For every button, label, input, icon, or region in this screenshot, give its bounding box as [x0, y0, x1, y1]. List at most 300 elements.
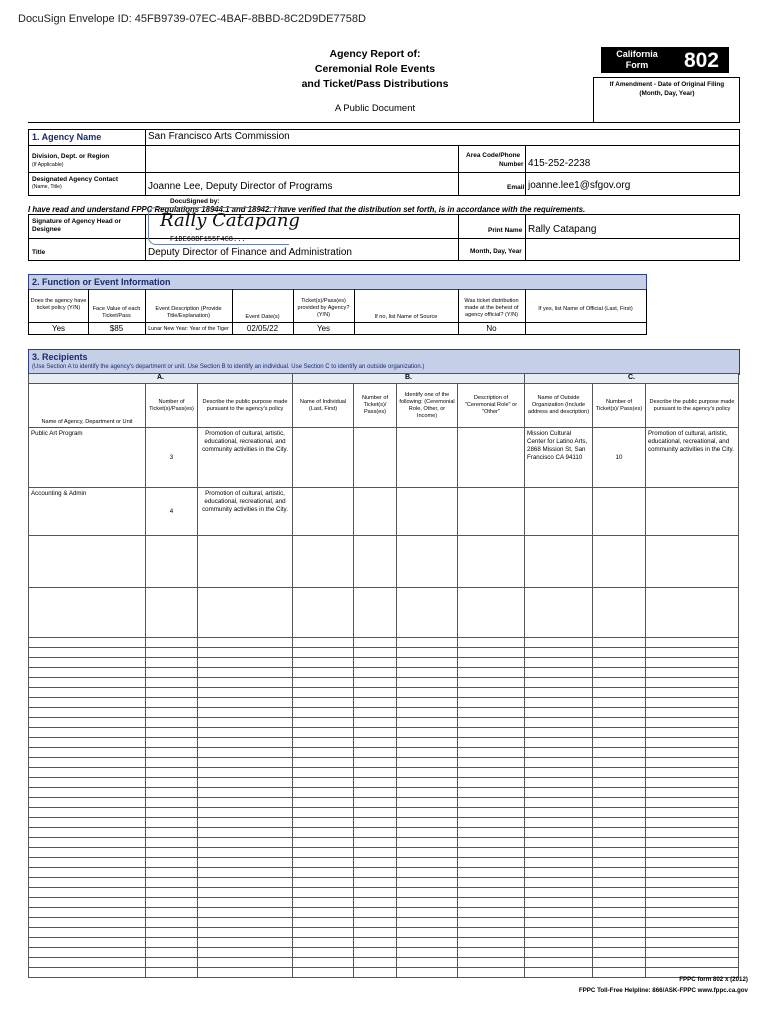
empty-cell — [354, 698, 397, 708]
empty-cell — [146, 968, 198, 978]
empty-cell — [397, 778, 458, 788]
empty-cell — [593, 678, 646, 688]
empty-cell — [646, 768, 739, 778]
empty-cell — [397, 798, 458, 808]
empty-cell — [146, 868, 198, 878]
cell-org-name — [525, 588, 593, 638]
empty-cell — [525, 968, 593, 978]
signature-image: Rally Catapang — [160, 210, 300, 231]
empty-cell — [646, 668, 739, 678]
empty-cell — [146, 688, 198, 698]
empty-cell — [293, 678, 354, 688]
cell-purpose-c — [646, 588, 739, 638]
empty-cell — [525, 698, 593, 708]
cell-count-a — [146, 536, 198, 588]
empty-cell — [354, 688, 397, 698]
empty-cell — [593, 868, 646, 878]
empty-cell — [646, 918, 739, 928]
cell-purpose-c: Promotion of cultural, artistic, educational, recreational, and community activities in the City. — [646, 428, 739, 488]
empty-cell — [646, 698, 739, 708]
empty-cell — [198, 808, 293, 818]
empty-cell — [198, 848, 293, 858]
empty-cell — [646, 858, 739, 868]
empty-cell — [525, 928, 593, 938]
col-ticket-policy: Does the agency have ticket policy (Y/N) — [30, 298, 87, 311]
empty-cell — [593, 798, 646, 808]
print-name-label: Print Name — [488, 227, 523, 234]
empty-cell — [397, 808, 458, 818]
empty-cell — [354, 778, 397, 788]
empty-cell — [29, 868, 146, 878]
empty-cell — [146, 778, 198, 788]
empty-cell — [198, 728, 293, 738]
verification-statement: I have read and understand FPPC Regulations 18944.1 and 18942. I have verified that the distribution set forth, is in accordance with the requirements. — [28, 205, 586, 214]
empty-cell — [458, 678, 525, 688]
empty-cell — [525, 798, 593, 808]
empty-cell — [354, 718, 397, 728]
report-title-line3: and Ticket/Pass Distributions — [301, 78, 449, 90]
empty-cell — [458, 858, 525, 868]
empty-cell — [646, 728, 739, 738]
empty-cell — [29, 898, 146, 908]
empty-cell — [29, 808, 146, 818]
row-provided: Yes — [316, 324, 331, 333]
empty-cell — [198, 708, 293, 718]
empty-cell — [293, 698, 354, 708]
empty-row — [29, 728, 739, 738]
empty-cell — [646, 738, 739, 748]
empty-cell — [525, 938, 593, 948]
empty-cell — [198, 928, 293, 938]
empty-cell — [29, 968, 146, 978]
section2-header — [28, 274, 647, 290]
empty-cell — [593, 948, 646, 958]
empty-cell — [525, 958, 593, 968]
empty-cell — [293, 918, 354, 928]
empty-cell — [293, 868, 354, 878]
empty-cell — [293, 818, 354, 828]
col-behest: Was ticket distribution made at the behest of agency official? (Y/N) — [464, 298, 519, 318]
empty-cell — [525, 818, 593, 828]
empty-cell — [458, 688, 525, 698]
empty-cell — [458, 938, 525, 948]
empty-cell — [646, 828, 739, 838]
empty-cell — [29, 938, 146, 948]
empty-cell — [29, 648, 146, 658]
empty-cell — [458, 908, 525, 918]
contact-value: Joanne Lee, Deputy Director of Programs — [148, 181, 333, 192]
empty-cell — [593, 908, 646, 918]
empty-cell — [458, 668, 525, 678]
empty-cell — [397, 828, 458, 838]
empty-cell — [525, 708, 593, 718]
empty-cell — [593, 778, 646, 788]
empty-cell — [593, 698, 646, 708]
empty-cell — [29, 638, 146, 648]
empty-cell — [293, 848, 354, 858]
empty-row — [29, 738, 739, 748]
cell-org-name: Mission Cultural Center for Latino Arts, 2868 Mission St, San Francisco CA 94110 — [525, 428, 593, 488]
cell-individual-name — [293, 488, 354, 536]
empty-cell — [397, 878, 458, 888]
empty-cell — [593, 638, 646, 648]
cell-unit-name — [29, 588, 146, 638]
empty-row — [29, 838, 739, 848]
empty-cell — [198, 778, 293, 788]
cell-count-b — [354, 536, 397, 588]
agency-name-value: San Francisco Arts Commission — [148, 131, 290, 142]
empty-cell — [198, 968, 293, 978]
empty-cell — [525, 878, 593, 888]
section3-instructions: (Use Section A to identify the agency's department or unit. Use Section B to identify an individual. Use Section C to identify an outside organization.) — [32, 364, 425, 370]
empty-cell — [354, 928, 397, 938]
empty-cell — [293, 828, 354, 838]
section3-header — [28, 349, 740, 375]
col-source-name: If no, list Name of Source — [374, 314, 438, 320]
empty-cell — [146, 828, 198, 838]
empty-cell — [593, 818, 646, 828]
form-number: 802 — [683, 49, 719, 72]
cell-count-c — [593, 536, 646, 588]
empty-cell — [29, 718, 146, 728]
empty-cell — [397, 918, 458, 928]
empty-cell — [397, 958, 458, 968]
cell-count-c: 10 — [593, 428, 646, 488]
empty-cell — [198, 748, 293, 758]
empty-cell — [397, 688, 458, 698]
empty-cell — [458, 888, 525, 898]
empty-cell — [29, 888, 146, 898]
empty-cell — [458, 868, 525, 878]
empty-cell — [458, 838, 525, 848]
empty-cell — [525, 778, 593, 788]
row-face-value: $85 — [109, 324, 124, 333]
cell-role-type — [397, 428, 458, 488]
empty-cell — [198, 648, 293, 658]
empty-cell — [593, 858, 646, 868]
amendment-sub: (Month, Day, Year) — [639, 90, 695, 97]
empty-cell — [354, 638, 397, 648]
col-official-name: If yes, list Name of Official (Last, First) — [538, 306, 633, 312]
empty-cell — [646, 878, 739, 888]
empty-cell — [458, 898, 525, 908]
empty-cell — [146, 698, 198, 708]
row-event-date: 02/05/22 — [246, 324, 279, 333]
empty-cell — [146, 758, 198, 768]
empty-cell — [354, 678, 397, 688]
row-event-description: Lunar New Year: Year of the Tiger — [148, 326, 229, 332]
empty-cell — [146, 918, 198, 928]
empty-cell — [458, 708, 525, 718]
empty-cell — [29, 838, 146, 848]
empty-cell — [293, 658, 354, 668]
row-ticket-policy: Yes — [51, 324, 66, 333]
empty-row — [29, 908, 739, 918]
cell-count-b — [354, 428, 397, 488]
cell-role-description — [458, 488, 525, 536]
empty-cell — [293, 778, 354, 788]
section-b-label: B. — [293, 374, 525, 384]
empty-cell — [29, 738, 146, 748]
cell-role-description — [458, 588, 525, 638]
empty-cell — [593, 878, 646, 888]
empty-cell — [525, 688, 593, 698]
cell-purpose-c — [646, 536, 739, 588]
empty-cell — [29, 848, 146, 858]
empty-cell — [29, 928, 146, 938]
col-org-name: Name of Outside Organization (Include address and description) — [525, 384, 593, 428]
empty-cell — [354, 758, 397, 768]
empty-cell — [397, 728, 458, 738]
empty-cell — [354, 818, 397, 828]
empty-cell — [397, 708, 458, 718]
empty-row — [29, 648, 739, 658]
empty-cell — [146, 648, 198, 658]
empty-cell — [354, 708, 397, 718]
empty-cell — [29, 798, 146, 808]
empty-cell — [293, 648, 354, 658]
empty-cell — [29, 878, 146, 888]
empty-cell — [593, 808, 646, 818]
empty-cell — [646, 868, 739, 878]
empty-cell — [146, 878, 198, 888]
empty-cell — [525, 668, 593, 678]
cell-unit-name: Public Art Program — [29, 428, 146, 488]
empty-cell — [29, 768, 146, 778]
empty-cell — [397, 768, 458, 778]
empty-cell — [293, 758, 354, 768]
footer-form-id: FPPC form 802 x (2012) — [679, 976, 748, 983]
empty-cell — [593, 848, 646, 858]
empty-cell — [198, 658, 293, 668]
cell-role-type — [397, 488, 458, 536]
empty-cell — [458, 698, 525, 708]
empty-cell — [397, 908, 458, 918]
empty-cell — [29, 758, 146, 768]
empty-cell — [646, 798, 739, 808]
empty-cell — [354, 888, 397, 898]
empty-cell — [646, 928, 739, 938]
empty-cell — [397, 748, 458, 758]
empty-cell — [146, 948, 198, 958]
empty-cell — [525, 848, 593, 858]
empty-cell — [354, 798, 397, 808]
empty-row — [29, 858, 739, 868]
empty-cell — [593, 928, 646, 938]
contact-label: Designated Agency Contact — [32, 176, 119, 183]
col-role-type: Identify one of the following: (Ceremonial Role, Other, or Income) — [397, 384, 458, 428]
empty-cell — [397, 838, 458, 848]
empty-cell — [458, 918, 525, 928]
empty-cell — [146, 848, 198, 858]
empty-cell — [146, 898, 198, 908]
empty-cell — [525, 768, 593, 778]
empty-cell — [29, 678, 146, 688]
empty-cell — [397, 938, 458, 948]
empty-cell — [146, 768, 198, 778]
empty-cell — [646, 708, 739, 718]
empty-cell — [593, 938, 646, 948]
empty-cell — [293, 638, 354, 648]
empty-cell — [397, 818, 458, 828]
title-label: Title — [32, 249, 46, 256]
empty-cell — [354, 828, 397, 838]
form-label-line2: Form — [625, 60, 649, 70]
empty-cell — [525, 728, 593, 738]
empty-cell — [593, 768, 646, 778]
cell-org-name — [525, 488, 593, 536]
empty-cell — [293, 688, 354, 698]
empty-cell — [458, 968, 525, 978]
empty-cell — [646, 658, 739, 668]
empty-cell — [458, 788, 525, 798]
section-c-label: C. — [525, 374, 739, 384]
cell-count-c — [593, 488, 646, 536]
empty-row — [29, 718, 739, 728]
empty-cell — [458, 648, 525, 658]
envelope-id: DocuSign Envelope ID: 45FB9739-07EC-4BAF-8BBD-8C2D9DE7758D — [18, 13, 366, 25]
empty-cell — [198, 698, 293, 708]
division-label: Division, Dept. or Region — [32, 153, 110, 160]
empty-cell — [354, 648, 397, 658]
empty-row — [29, 938, 739, 948]
empty-cell — [458, 958, 525, 968]
empty-cell — [593, 888, 646, 898]
empty-cell — [646, 678, 739, 688]
empty-cell — [525, 638, 593, 648]
empty-cell — [593, 748, 646, 758]
empty-cell — [646, 938, 739, 948]
section1-heading: 1. Agency Name — [32, 132, 102, 142]
empty-cell — [525, 868, 593, 878]
empty-cell — [146, 858, 198, 868]
report-title-line1: Agency Report of: — [329, 48, 421, 60]
empty-cell — [397, 648, 458, 658]
empty-cell — [29, 788, 146, 798]
empty-cell — [525, 718, 593, 728]
empty-cell — [293, 958, 354, 968]
form-label-line1: California — [616, 49, 658, 59]
empty-cell — [29, 858, 146, 868]
empty-cell — [29, 828, 146, 838]
recipient-row — [29, 488, 739, 536]
cell-count-b — [354, 588, 397, 638]
empty-cell — [646, 808, 739, 818]
empty-cell — [646, 948, 739, 958]
empty-cell — [198, 938, 293, 948]
empty-cell — [29, 688, 146, 698]
title-value: Deputy Director of Finance and Administration — [148, 247, 352, 258]
col-individual-name: Name of Individual (Last, First) — [293, 384, 354, 428]
empty-row — [29, 948, 739, 958]
empty-cell — [293, 908, 354, 918]
col-count-a: Number of Ticket(s)/Pass(es) — [146, 384, 198, 428]
public-document-label: A Public Document — [334, 103, 416, 114]
empty-cell — [198, 828, 293, 838]
empty-row — [29, 918, 739, 928]
empty-cell — [354, 768, 397, 778]
empty-cell — [293, 838, 354, 848]
empty-row — [29, 768, 739, 778]
empty-row — [29, 698, 739, 708]
empty-cell — [397, 948, 458, 958]
empty-cell — [525, 888, 593, 898]
empty-row — [29, 758, 739, 768]
email-value: joanne.lee1@sfgov.org — [528, 180, 631, 191]
empty-cell — [354, 908, 397, 918]
empty-cell — [397, 698, 458, 708]
empty-cell — [354, 668, 397, 678]
empty-cell — [593, 758, 646, 768]
section2-heading: 2. Function or Event Information — [32, 277, 171, 287]
empty-cell — [146, 658, 198, 668]
empty-cell — [29, 698, 146, 708]
amendment-label — [594, 80, 740, 98]
empty-cell — [593, 708, 646, 718]
empty-cell — [146, 638, 198, 648]
empty-cell — [397, 738, 458, 748]
empty-cell — [397, 868, 458, 878]
empty-cell — [198, 958, 293, 968]
col-purpose-a: Describe the public purpose made pursuant to the agency's policy — [198, 384, 293, 428]
recipients-table — [28, 373, 739, 978]
cell-count-b — [354, 488, 397, 536]
empty-cell — [458, 848, 525, 858]
recipient-row — [29, 428, 739, 488]
col-provided-by-agency: Ticket(s)/Pass(es) provided by Agency? (Y/N) — [297, 298, 350, 318]
col-event-date: Event Date(s) — [245, 314, 280, 320]
empty-cell — [198, 668, 293, 678]
empty-cell — [458, 728, 525, 738]
empty-row — [29, 878, 739, 888]
empty-cell — [458, 828, 525, 838]
empty-cell — [458, 718, 525, 728]
empty-cell — [354, 948, 397, 958]
phone-value: 415-252-2238 — [528, 158, 591, 169]
area-code-label: Area Code/Phone — [466, 152, 521, 159]
col-unit-name: Name of Agency, Department or Unit — [29, 384, 146, 428]
empty-row — [29, 678, 739, 688]
docusigned-by: DocuSigned by: — [170, 198, 220, 205]
empty-cell — [458, 738, 525, 748]
empty-cell — [458, 878, 525, 888]
empty-cell — [293, 668, 354, 678]
empty-cell — [458, 948, 525, 958]
empty-cell — [29, 918, 146, 928]
recipient-row — [29, 588, 739, 638]
empty-cell — [458, 658, 525, 668]
empty-cell — [646, 908, 739, 918]
empty-row — [29, 808, 739, 818]
col-count-b: Number of Ticket(s)/ Pass(es) — [354, 384, 397, 428]
empty-row — [29, 848, 739, 858]
cell-role-description — [458, 428, 525, 488]
empty-cell — [593, 718, 646, 728]
empty-cell — [593, 738, 646, 748]
empty-cell — [198, 898, 293, 908]
empty-row — [29, 958, 739, 968]
recipients-header-row — [29, 384, 739, 428]
empty-cell — [146, 738, 198, 748]
division-sublabel: (If Applicable) — [32, 162, 64, 168]
empty-cell — [293, 938, 354, 948]
empty-cell — [593, 898, 646, 908]
empty-cell — [293, 858, 354, 868]
empty-cell — [646, 758, 739, 768]
empty-cell — [593, 658, 646, 668]
empty-cell — [354, 868, 397, 878]
empty-cell — [397, 888, 458, 898]
